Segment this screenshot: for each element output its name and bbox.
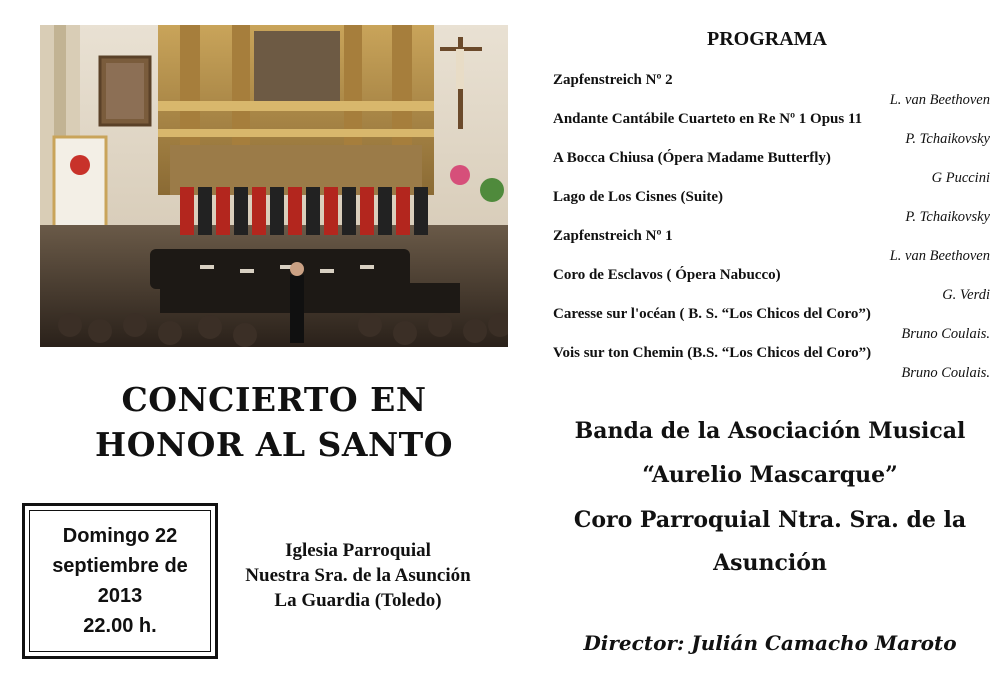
composer-name: L. van Beethoven [889, 92, 990, 108]
programme-item [553, 111, 990, 150]
venue-line2: Nuestra Sra. de la Asunción [245, 565, 471, 586]
composer-name: L. van Beethoven [889, 248, 990, 264]
composer-name: Bruno Coulais. [901, 326, 990, 342]
piece-title: Coro de Esclavos ( Ópera Nabucco) [553, 267, 781, 283]
band-name-line1: Banda de la Asociación Musical [574, 418, 966, 444]
piece-title: Zapfenstreich Nº 1 [553, 228, 673, 244]
piece-title: Andante Cantábile Cuarteto en Re Nº 1 Opus 11 [553, 111, 863, 127]
director-credit: Director: Julián Camacho Maroto [583, 631, 957, 655]
piece-title: Lago de Los Cisnes (Suite) [553, 189, 724, 205]
concert-photo-drawing [40, 25, 508, 347]
venue-block [228, 538, 488, 613]
programme-item [553, 150, 990, 189]
composer-name: G. Verdi [942, 287, 990, 303]
date-line1: Domingo 22 [62, 525, 178, 547]
programme-item [553, 306, 990, 345]
programme-item [553, 72, 990, 111]
programme-item [553, 267, 990, 306]
date-box [22, 503, 218, 659]
programme-item [553, 189, 990, 228]
programme-item [553, 345, 990, 384]
composer-name: G Puccini [931, 170, 990, 186]
concert-title-line1: CONCIERTO EN [121, 380, 427, 419]
composer-name: Bruno Coulais. [901, 365, 990, 381]
programme-item [553, 228, 990, 267]
date-box-inner [29, 510, 211, 652]
choir-name-line1: Coro Parroquial Ntra. Sra. de la [573, 507, 967, 533]
programme-list [553, 72, 990, 384]
concert-title-line2: HONOR AL SANTO [95, 425, 453, 464]
band-name-line2: “Aurelio Mascarque” [642, 462, 898, 488]
composer-name: P. Tchaikovsky [905, 131, 990, 147]
composer-name: P. Tchaikovsky [905, 209, 990, 225]
date-line2: septiembre de [52, 555, 188, 577]
date-line3: 2013 [97, 585, 143, 607]
programme-heading: PROGRAMA [707, 28, 827, 50]
venue-line3: La Guardia (Toledo) [274, 590, 442, 611]
choir-name-line2: Asunción [713, 550, 827, 576]
piece-title: A Bocca Chiusa (Ópera Madame Butterfly) [553, 150, 831, 166]
piece-title: Zapfenstreich Nº 2 [553, 72, 673, 88]
concert-photo [40, 25, 508, 347]
venue-line1: Iglesia Parroquial [285, 540, 431, 561]
piece-title: Caresse sur l'océan ( B. S. “Los Chicos del Coro”) [553, 306, 871, 322]
time-text: 22.00 h. [83, 615, 157, 637]
piece-title: Vois sur ton Chemin (B.S. “Los Chicos del Coro”) [553, 345, 872, 361]
